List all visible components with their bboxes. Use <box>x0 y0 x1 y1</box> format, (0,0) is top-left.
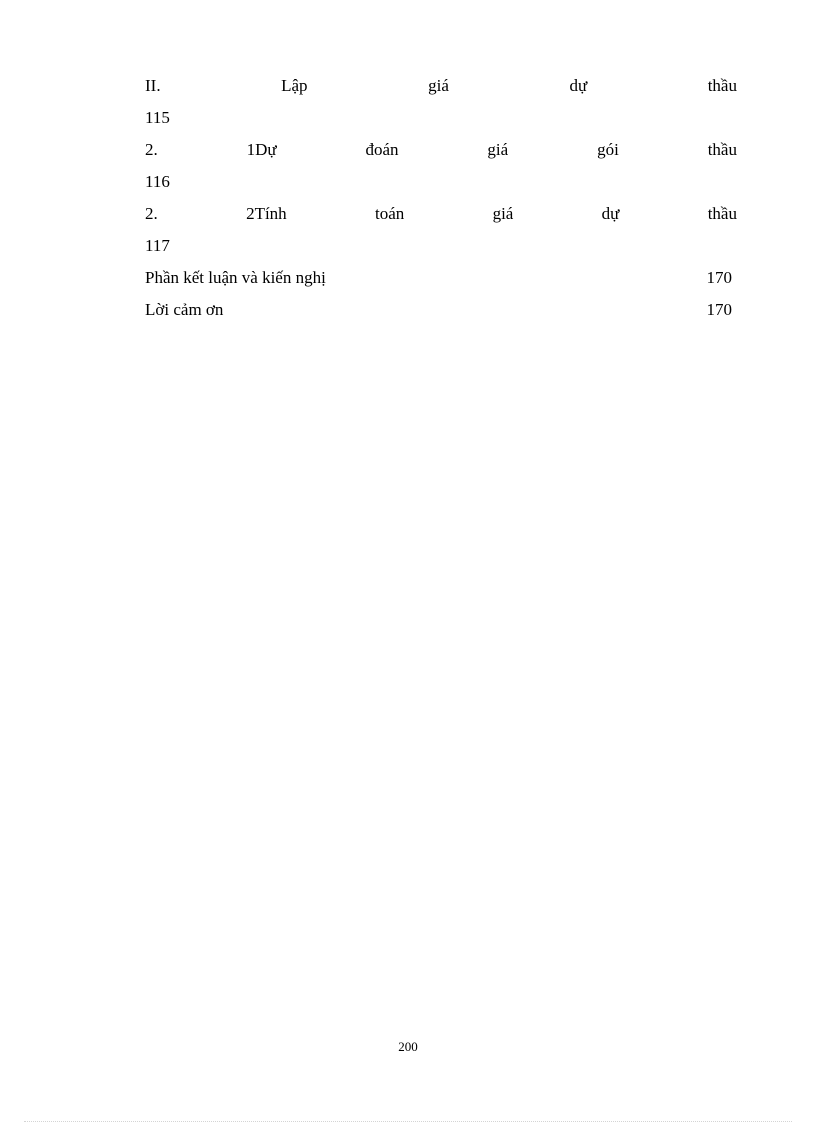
toc-word: thầu <box>707 204 737 223</box>
toc-word: thầu <box>707 140 737 159</box>
toc-word: giá <box>428 76 449 95</box>
table-of-contents <box>145 75 737 331</box>
toc-word: thầu <box>707 76 737 95</box>
toc-entry <box>145 267 737 289</box>
toc-entry-title-line <box>145 75 737 97</box>
page-bottom-divider <box>24 1121 792 1122</box>
toc-page-number: 170 <box>706 268 732 287</box>
toc-word: 2. <box>145 204 158 223</box>
toc-word: 1Dự <box>246 140 277 159</box>
toc-word: đoán <box>365 140 399 159</box>
toc-entry-title: Lời cảm ơn <box>145 300 224 319</box>
toc-entry <box>145 299 737 321</box>
toc-entry-title: Phần kết luận và kiến nghị <box>145 268 326 287</box>
toc-word: II. <box>145 76 161 95</box>
toc-word: Lập <box>281 76 308 95</box>
toc-word: 2. <box>145 140 158 159</box>
toc-word: dự <box>569 76 588 95</box>
toc-page-number: 115 <box>145 108 170 127</box>
toc-entry-page-line <box>145 171 737 193</box>
toc-word: 2Tính <box>246 204 287 223</box>
toc-word: giá <box>492 204 514 223</box>
toc-entry-title-line <box>145 203 737 225</box>
toc-entry-page-line <box>145 107 737 129</box>
toc-page-number: 116 <box>145 172 170 191</box>
toc-entry-page-line <box>145 235 737 257</box>
toc-word: giá <box>487 140 509 159</box>
toc-page-number: 170 <box>706 300 732 319</box>
toc-word: gói <box>597 140 619 159</box>
toc-entry-title-line <box>145 139 737 161</box>
page-number: 200 <box>398 1039 418 1054</box>
toc-word: dự <box>601 204 620 223</box>
toc-word: toán <box>374 204 405 223</box>
toc-page-number: 117 <box>145 236 170 255</box>
